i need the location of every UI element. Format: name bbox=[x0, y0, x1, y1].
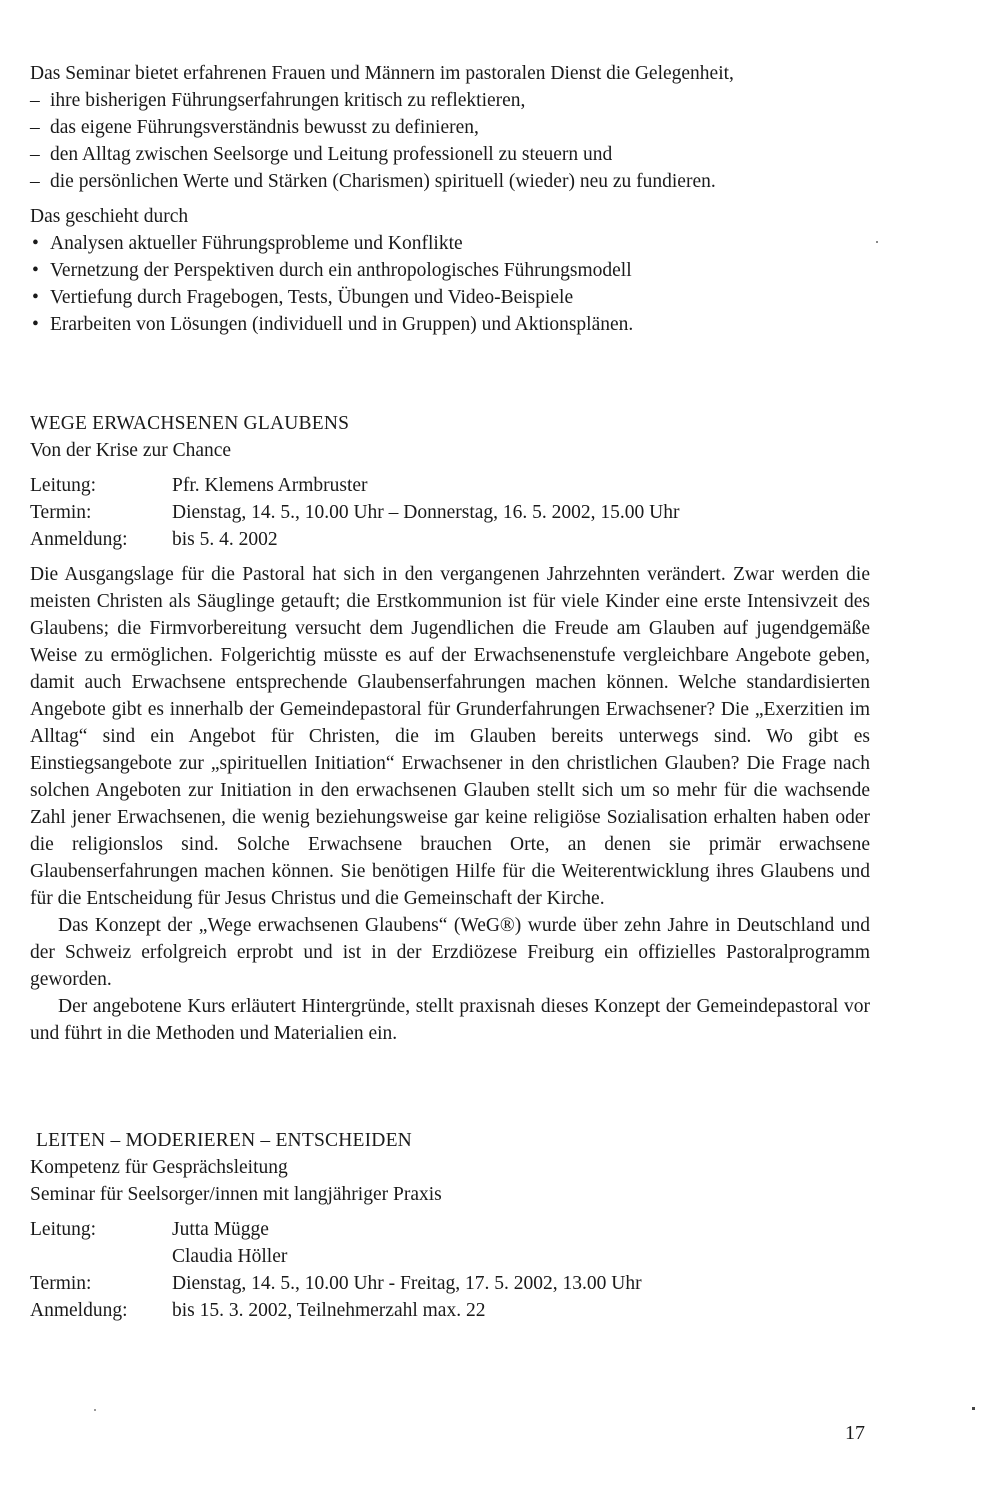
list-item: – die persönlichen Werte und Stärken (Charismen) spirituell (wieder) neu zu fundieren. bbox=[30, 168, 870, 195]
course-section-leiten bbox=[30, 1127, 870, 1324]
list-item: – das eigene Führungsverständnis bewusst zu definieren, bbox=[30, 114, 870, 141]
list-item: • Vertiefung durch Fragebogen, Tests, Übungen und Video-Beispiele bbox=[30, 284, 870, 311]
section-subtitle: Von der Krise zur Chance bbox=[30, 440, 232, 461]
page-number: 17 bbox=[845, 1422, 865, 1444]
info-row-termin bbox=[30, 1270, 642, 1297]
scan-speck bbox=[876, 241, 878, 243]
anmeldung-label: Anmeldung: bbox=[30, 1300, 128, 1321]
info-row-anmeldung bbox=[30, 1297, 642, 1324]
info-row-anmeldung bbox=[30, 526, 680, 553]
leitung-name: Jutta Mügge bbox=[172, 1219, 269, 1240]
leitung-value: Pfr. Klemens Armbruster bbox=[172, 475, 368, 496]
list-item: – ihre bisherigen Führungserfahrungen kritisch zu reflektieren, bbox=[30, 87, 870, 114]
list-item: – den Alltag zwischen Seelsorge und Leitung professionell zu steuern und bbox=[30, 141, 870, 168]
list-item: • Analysen aktueller Führungsprobleme und Konflikte bbox=[30, 230, 870, 257]
course-info-table bbox=[30, 1216, 642, 1324]
body-paragraph: Der angebotene Kurs erläutert Hintergründe, stellt praxisnah dieses Konzept der Gemeindepastoral vor und führt in die Methoden und Materialien ein. bbox=[30, 996, 870, 1044]
method-lead: Das geschieht durch bbox=[30, 206, 189, 227]
intro-paragraph: Das Seminar bietet erfahrenen Frauen und Männern im pastoralen Dienst die Gelegenheit, bbox=[30, 63, 734, 84]
list-item: • Erarbeiten von Lösungen (individuell und in Gruppen) und Aktionsplänen. bbox=[30, 311, 870, 338]
methods-list bbox=[30, 230, 870, 338]
anmeldung-value: bis 5. 4. 2002 bbox=[172, 529, 278, 550]
anmeldung-label: Anmeldung: bbox=[30, 529, 128, 550]
termin-label: Termin: bbox=[30, 502, 92, 523]
body-paragraph: Das Konzept der „Wege erwachsenen Glaubens“ (WeG®) wurde über zehn Jahre in Deutschland und der Schweiz erfolgreich erprobt und ist in der Erzdiözese Freiburg ein offizielles Pastoralprogramm geworden. bbox=[30, 915, 870, 990]
leitung-label: Leitung: bbox=[30, 475, 97, 496]
termin-value: Dienstag, 14. 5., 10.00 Uhr - Freitag, 17. 5. 2002, 13.00 Uhr bbox=[172, 1273, 642, 1294]
scan-speck bbox=[972, 1407, 975, 1410]
goals-list bbox=[30, 87, 870, 195]
info-row-leitung bbox=[30, 1216, 642, 1270]
leitung-value bbox=[172, 1216, 642, 1270]
termin-value: Dienstag, 14. 5., 10.00 Uhr – Donnerstag, 16. 5. 2002, 15.00 Uhr bbox=[172, 502, 680, 523]
section-title: LEITEN – MODERIEREN – ENTSCHEIDEN bbox=[36, 1130, 412, 1151]
leitung-name: Claudia Höller bbox=[172, 1246, 288, 1267]
course-info-table bbox=[30, 472, 680, 553]
termin-label: Termin: bbox=[30, 1273, 92, 1294]
info-row-termin bbox=[30, 499, 680, 526]
section-subtitle: Seminar für Seelsorger/innen mit langjähriger Praxis bbox=[30, 1184, 442, 1205]
section-title: WEGE ERWACHSENEN GLAUBENS bbox=[30, 413, 350, 434]
leitung-label: Leitung: bbox=[30, 1219, 97, 1240]
course-section-wege bbox=[30, 410, 870, 1047]
body-paragraph: Die Ausgangslage für die Pastoral hat sich in den vergangenen Jahrzehnten verändert. Zwar werden die meisten Christen als Säuglinge getauft; die Erstkommunion ist für viele Kinder eine erste Intensivzeit des Glaubens; die Firmvorbereitung versucht dem Jugendlichen die Freude am Glauben auf jugendgemäße Weise zu ermöglichen. Folgerichtig müsste es auf der Erwachsenenstufe vergleichbare Angebote geben, damit auch Erwachsene entsprechende Glaubenserfahrungen machen können. Welche standardisierten Angebote gibt es innerhalb der Gemeindepastoral für Grunderfahrungen Erwachsener? Die „Exerzitien im Alltag“ sind ein Angebot für Christen, die im Glauben bereits unterwegs sind. Wo gibt es Einstiegsangebote zur „spirituellen Initiation“ Erwachsener in den christlichen Glauben? Die Frage nach solchen Angeboten zur Initiation in den erwachsenen Glauben stellt sich um so mehr für die wachsende Zahl jener Erwachsenen, die wenig beziehungsweise gar keine religiöse Sozialisation erhalten haben oder die religionslos sind. Solche Erwachsene brauchen Orte, an denen sie primär erwachsene Glaubenserfahrungen machen können. Sie benötigen Hilfe für die Weiterentwicklung ihres Glaubens und für die Entscheidung für Jesus Christus und die Gemeinschaft der Kirche. bbox=[30, 564, 870, 909]
info-row-leitung bbox=[30, 472, 680, 499]
anmeldung-value: bis 15. 3. 2002, Teilnehmerzahl max. 22 bbox=[172, 1300, 486, 1321]
scan-speck bbox=[94, 1409, 96, 1411]
section-subtitle: Kompetenz für Gesprächsleitung bbox=[30, 1157, 288, 1178]
document-page bbox=[30, 60, 870, 1324]
list-item: • Vernetzung der Perspektiven durch ein anthropologisches Führungsmodell bbox=[30, 257, 870, 284]
